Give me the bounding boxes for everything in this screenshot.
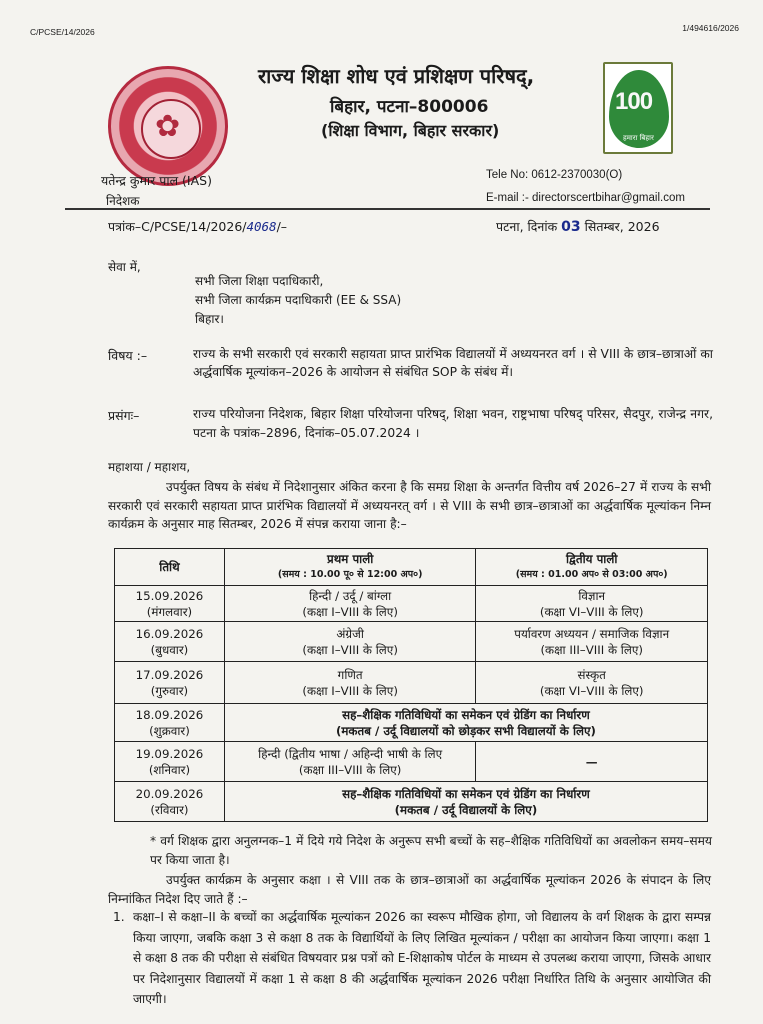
first-shift-cell [224,662,476,704]
subject-label: विषय :– [108,348,148,363]
activity-title: सह–शैक्षिक गतिविधियों का समेकन एवं ग्रेडिंग का निर्धारण [342,707,590,722]
first-shift-cell [224,742,476,782]
activity-title: सह–शैक्षिक गतिविधियों का समेकन एवं ग्रेडिंग का निर्धारण [342,786,590,801]
row-day: (शुक्रवार) [149,723,190,738]
col-header-date: तिथि [115,549,225,586]
second-shift-cell [476,622,708,662]
row-date: 20.09.2026 [135,786,204,801]
classes: (कक्षा I–VIII के लिए) [302,683,398,698]
row-day: (रविवार) [150,802,189,817]
table-row [115,782,708,822]
officer-designation: निदेशक [106,194,140,208]
subject-text: राज्य के सभी सरकारी एवं सरकारी सहायता प्राप्त प्रारंभिक विद्यालयों में अध्ययनरत वर्ग । से VIII के छात्र–छात्राओं का अर्द्धवार्षिक मूल्यांकन–2026 के आयोजन से संबंधित SOP के संबंध में। [193,347,713,379]
letter-number-prefix: पत्रांक–C/PCSE/14/2026/ [108,219,247,234]
row-day: (गुरुवार) [150,683,189,698]
classes: (कक्षा VI–VIII के लिए) [539,683,644,698]
logo-tagline: हमारा बिहार [623,134,654,142]
row-date: 18.09.2026 [135,707,204,722]
scert-seal-icon [108,66,228,186]
org-address: बिहार, पटना–800006 [330,97,489,117]
second-shift-cell [476,742,708,782]
row-day: (शनिवार) [148,762,191,777]
to-label: सेवा में, [108,260,141,274]
item-text: कक्षा–I से कक्षा–II के बच्चों का अर्द्धवार्षिक मूल्यांकन 2026 का स्वरूप मौखिक होगा, जो विद्यालय के वर्ग शिक्षक के द्वारा सम्पन्न किया जाएगा, जबकि कक्षा 3 से कक्षा 8 तक के विद्यार्थियों के लिए लिखित मूल्यांकन / परीक्षा का आयोजन किया जाएगा। कक्षा 1 से कक्षा 8 तक की परीक्षा से संबंधित विषयवार प्रश्न पत्रों को E-शिक्षाकोष पोर्टल के माध्यम से उपलब्ध कराया जाएगा, जिसके आधार पर निदेशानुसार विद्यालयों में कक्षा 1 से कक्षा 8 की अर्द्धवार्षिक मूल्यांकन 2026 परीक्षा निर्धारित तिथि के अनुसार आयोजित की जाएगी। [133,910,711,1006]
letter-date [496,218,660,235]
second-shift-label: द्वितीय पाली [566,552,618,566]
classes: (कक्षा III–VIII के लिए) [298,762,402,777]
recipient-line: बिहार। [195,312,224,326]
header-divider [65,208,710,210]
officer-name: यतेन्द्र कुमार पाल (IAS) [101,173,212,188]
recipient-line: सभी जिला शिक्षा पदाधिकारी, [195,274,324,288]
merged-activity-cell [224,782,707,822]
body-paragraph [108,478,711,534]
subject: हिन्दी (द्वितीय भाषा / अहिन्दी भाषी के लिए [258,746,443,761]
table-row [115,622,708,662]
row-date: 16.09.2026 [135,626,204,641]
date-day-handwritten: 03 [561,219,581,235]
letter-number-handwritten: 4068 [246,219,277,234]
date-prefix: पटना, दिनांक [496,219,558,234]
second-shift-time: (समय : 01.00 अप० से 03:00 अप०) [515,569,668,580]
email-address: E-mail :- directorscertbihar@gmail.com [486,192,685,204]
empty-dash: — [585,754,598,769]
first-shift-label: प्रथम पाली [327,552,374,566]
salutation: महाशया / महाशय, [108,460,191,474]
row-date: 17.09.2026 [135,667,204,682]
row-date-cell [115,622,225,662]
subject: विज्ञान [578,588,606,603]
recipient-line: सभी जिला कार्यक्रम पदाधिकारी (EE & SSA) [195,293,402,307]
subject: गणित [337,667,363,682]
subject: संस्कृत [577,667,606,682]
date-suffix: सितम्बर, 2026 [584,219,660,234]
row-day: (मंगलवार) [146,604,193,619]
subject: अंग्रेजी [336,626,364,641]
row-date-cell [115,586,225,622]
classes: (कक्षा III–VIII के लिए) [540,642,643,657]
first-shift-cell [224,586,476,622]
letter-number-suffix: /– [276,219,288,234]
row-day: (बुधवार) [150,642,189,657]
org-name: राज्य शिक्षा शोध एवं प्रशिक्षण परिषद्, [258,64,535,88]
classes: (कक्षा I–VIII के लिए) [302,642,398,657]
second-shift-cell [476,586,708,622]
table-row [115,704,708,742]
reference-label: प्रसंगः– [108,408,140,423]
org-department: (शिक्षा विभाग, बिहार सरकार) [321,121,500,140]
item-number: 1. [113,910,125,924]
exam-schedule-table [114,548,708,822]
activity-scope: (मकतब / उर्दू विद्यालयों के लिए) [394,802,538,817]
instructions-intro-text: उपर्युक्त कार्यक्रम के अनुसार कक्षा । से VIII तक के छात्र–छात्राओं का अर्द्धवार्षिक मूल्यांकन 2026 के संपादन के लिए निम्नांकित निदेश दिए जाते हैं :– [108,873,711,906]
bihar-100-years-leaf-logo [603,62,673,154]
subject: पर्यावरण अध्ययन / समाजिक विज्ञान [514,626,670,641]
table-header-row [115,549,708,586]
table-row [115,742,708,782]
classes: (कक्षा I–VIII के लिए) [302,604,398,619]
footnote: * वर्ग शिक्षक द्वारा अनुलग्नक–1 में दिये गये निदेश के अनुरूप सभी बच्चों के सह–शैक्षिक गतिविधियों का अवलोकन समय–समय पर किया जाता है। [150,834,712,867]
logo-number: 100 [615,88,653,115]
file-reference-top-right: 1/494616/2026 [682,23,739,33]
seal-lotus-icon: ✿ [155,109,181,144]
instructions-intro [108,871,711,908]
row-date-cell [115,782,225,822]
first-shift-time: (समय : 10.00 पू० से 12:00 अप०) [277,569,423,580]
activity-scope: (मकतब / उर्दू विद्यालयों को छोड़कर सभी विद्यालयों के लिए) [335,723,596,738]
classes: (कक्षा VI–VIII के लिए) [539,604,644,619]
merged-activity-cell [224,704,707,742]
col-header-first-shift [224,549,476,586]
row-date-cell [115,704,225,742]
row-date-cell [115,662,225,704]
row-date: 19.09.2026 [135,746,204,761]
reference-text: राज्य परियोजना निदेशक, बिहार शिक्षा परियोजना परिषद्, शिक्षा भवन, राष्ट्रभाषा परिषद् परिसर, सैदपुर, राजेन्द्र नगर, पटना के पत्रांक–2896, दिनांक–05.07.2024 । [193,407,713,440]
file-reference-top-left: C/PCSE/14/2026 [30,27,95,37]
row-date-cell [115,742,225,782]
instruction-item [113,907,711,1010]
subject: हिन्दी / उर्दू / बांग्ला [309,588,392,603]
first-shift-cell [224,622,476,662]
table-row [115,662,708,704]
telephone-number: Tele No: 0612-2370030(O) [486,169,623,181]
second-shift-cell [476,662,708,704]
col-header-second-shift [476,549,708,586]
table-row [115,586,708,622]
letter-number [108,218,287,235]
body-text: उपर्युक्त विषय के संबंध में निदेशानुसार अंकित करना है कि समग्र शिक्षा के अन्तर्गत वित्तीय वर्ष 2026–27 में राज्य के सभी सरकारी एवं सरकारी सहायता प्राप्त प्रारंभिक विद्यालयों में अध्ययनरत् वर्ग । से VIII के सभी छात्र–छात्राओं का अर्द्धवार्षिक मूल्यांकन निम्न कार्यक्रम के अनुसार माह सितम्बर, 2026 में संपन्न कराया जाना है:– [108,480,711,531]
row-date: 15.09.2026 [135,588,204,603]
